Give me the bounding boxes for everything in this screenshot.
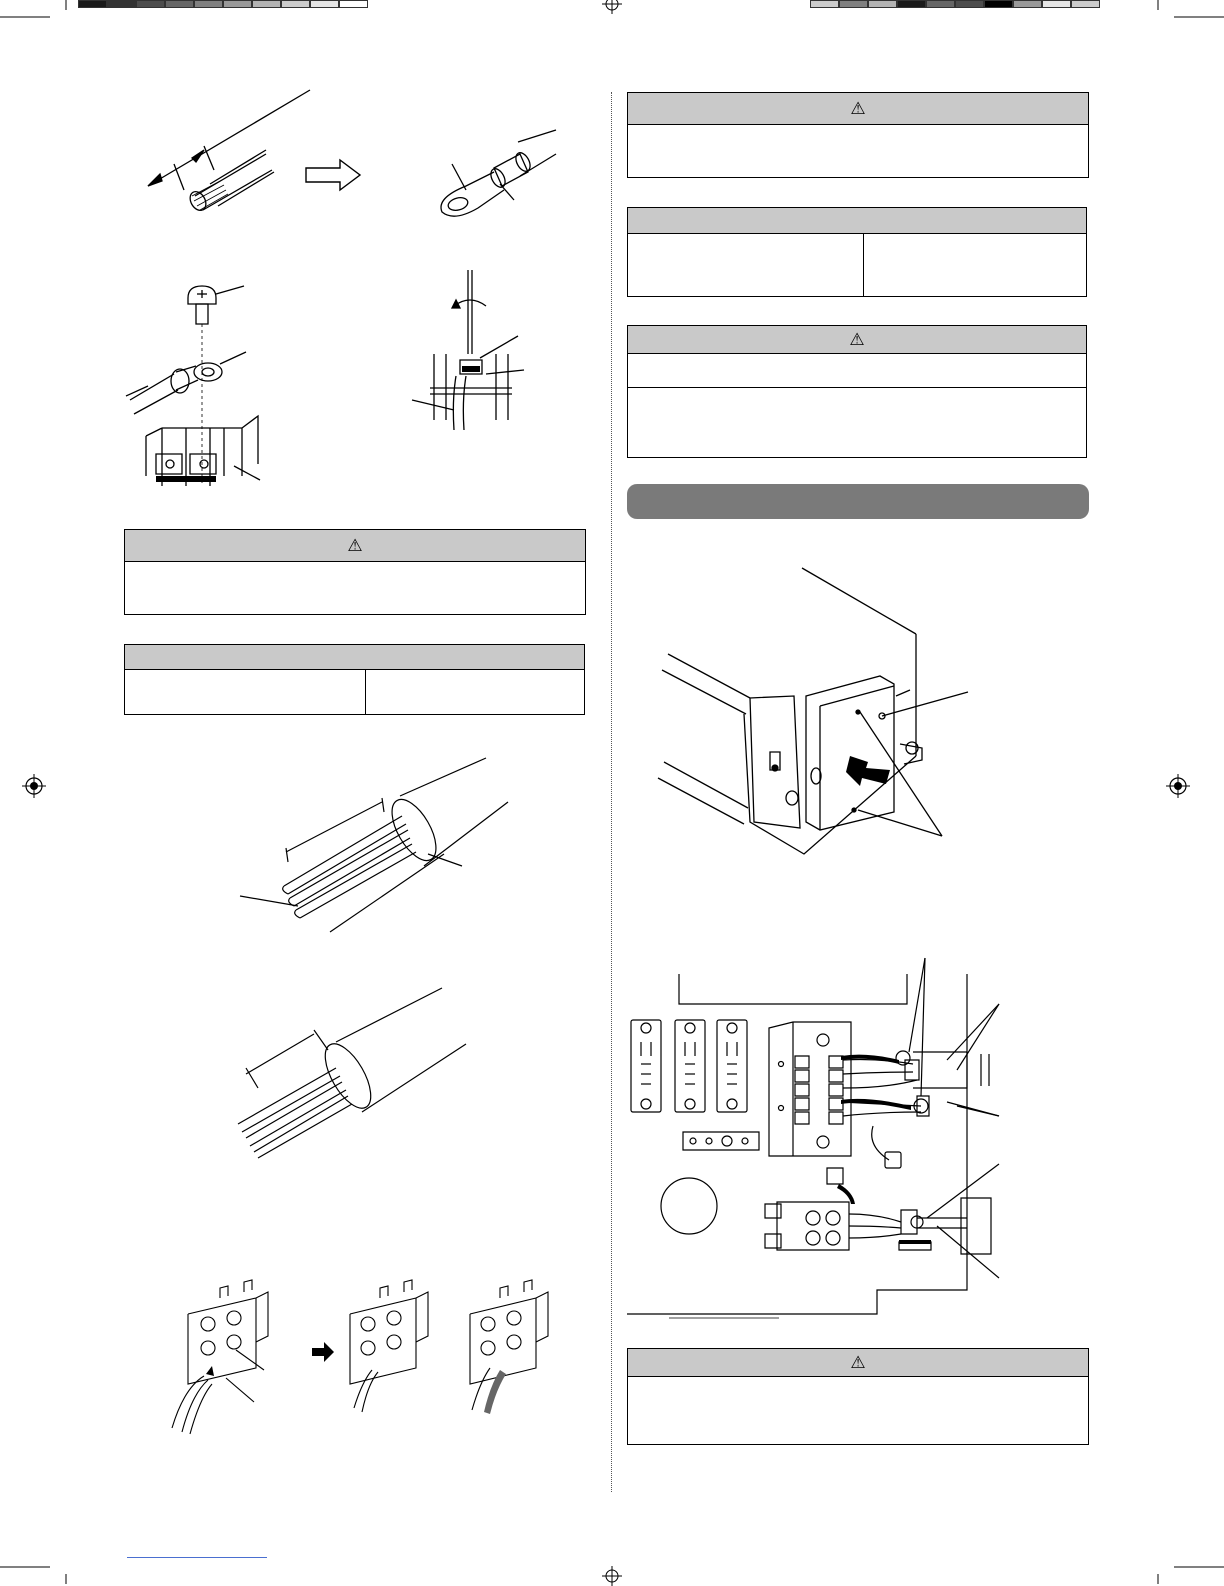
registration-mark-top (602, 0, 622, 14)
leader-line (937, 1226, 999, 1278)
warning-header (628, 93, 1088, 125)
figure-cable-strip-short (236, 988, 466, 1158)
relay-group (631, 1020, 747, 1112)
calibration-swatch (868, 0, 897, 8)
leader-line (480, 336, 518, 358)
figure-terminal-block-screw (126, 276, 276, 496)
table-cell (125, 670, 365, 715)
leader-line (452, 164, 466, 190)
warning-icon: ⚠ (850, 1353, 866, 1372)
calibration-swatch (955, 0, 984, 8)
column-divider (611, 92, 612, 1492)
spec-table (627, 207, 1087, 297)
warning-box (627, 325, 1087, 458)
calibration-swatch (136, 0, 165, 8)
calibration-swatch (839, 0, 868, 8)
leader-line (957, 1004, 999, 1070)
calibration-swatch (281, 0, 310, 8)
registration-mark-left (22, 774, 46, 798)
calibration-swatch (194, 0, 223, 8)
table-header (628, 208, 1086, 234)
calibration-swatch (310, 0, 339, 8)
figure-cable-strip-long (240, 758, 530, 938)
calibration-swatch (897, 0, 926, 8)
calibration-swatch (78, 0, 107, 8)
leader-line (220, 352, 246, 364)
warning-box (627, 92, 1089, 178)
leader-line (882, 692, 968, 716)
calibration-swatch (107, 0, 136, 8)
bottom-rule (127, 1557, 267, 1558)
leader-line (428, 854, 462, 866)
figure-screwdriver-clamp (412, 270, 532, 440)
figure-wiring-layout (627, 956, 1007, 1326)
calibration-swatch (1042, 0, 1071, 8)
dimension-line (246, 1034, 314, 1074)
registration-mark-right (1166, 774, 1190, 798)
leader-line (216, 286, 244, 294)
leader-line (486, 370, 524, 374)
warning-row (628, 354, 1086, 387)
figure-terminal-insertion-2 (336, 1278, 436, 1418)
calibration-swatch (810, 0, 839, 8)
leader-line (226, 1378, 254, 1402)
leader-line (236, 1350, 264, 1370)
figure-terminal-insertion-3 (458, 1278, 558, 1418)
leader-line (957, 1106, 999, 1116)
warning-icon: ⚠ (849, 330, 865, 349)
arrow-right-icon (304, 158, 364, 192)
warning-box (627, 1348, 1089, 1445)
leader-line (858, 810, 942, 836)
leader-line (947, 1004, 999, 1060)
warning-header (628, 1349, 1088, 1377)
leader-line (927, 1164, 999, 1218)
table-header (125, 645, 584, 670)
terminal-screws (795, 1056, 843, 1124)
calibration-swatch (926, 0, 955, 8)
warning-icon: ⚠ (347, 536, 363, 555)
figure-terminal-insertion-1 (164, 1278, 284, 1438)
dimension-line (286, 802, 382, 852)
warning-box (124, 529, 586, 615)
calibration-swatch (223, 0, 252, 8)
table-cell (365, 670, 584, 715)
section-heading-bar (627, 484, 1089, 519)
calibration-swatch (339, 0, 368, 8)
spec-table (124, 644, 585, 715)
figure-control-box-cover (654, 566, 984, 856)
table-cell (863, 234, 1086, 297)
warning-row (628, 387, 1086, 388)
figure-ring-terminal (428, 128, 568, 228)
calibration-swatch (984, 0, 1013, 8)
calibration-swatch (252, 0, 281, 8)
leader-line (412, 400, 454, 410)
warning-header (628, 326, 1086, 354)
leader-line (234, 466, 260, 480)
calibration-strip-right (810, 0, 1100, 8)
warning-header (125, 530, 585, 562)
calibration-strip-left (78, 0, 368, 8)
dimension-line (148, 90, 310, 186)
warning-icon: ⚠ (850, 99, 866, 118)
calibration-swatch (1013, 0, 1042, 8)
registration-mark-bottom (602, 1566, 622, 1586)
calibration-swatch (1071, 0, 1100, 8)
table-cell (628, 234, 863, 297)
arrow-right-icon (312, 1342, 336, 1362)
calibration-swatch (165, 0, 194, 8)
